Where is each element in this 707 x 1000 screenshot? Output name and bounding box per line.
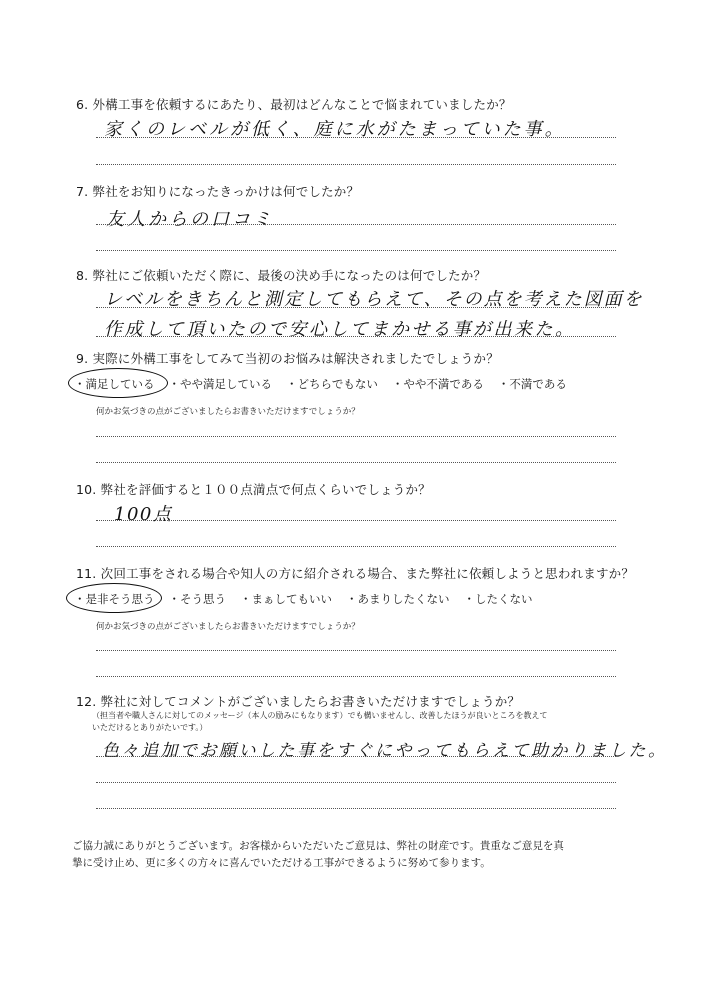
q12-answer-line-1 <box>96 756 616 757</box>
q7-handwritten-answer: 友人からの口コミ <box>106 209 274 230</box>
q8-question: 8. 弊社にご依頼いただく際に、最後の決め手になったのは何でしたか？ <box>76 268 487 283</box>
q9-comment-line-1 <box>96 436 616 437</box>
q7-question: 7. 弊社をお知りになったきっかけは何でしたか？ <box>76 184 360 199</box>
closing-line-1: ご協力誠にありがとうございます。お客様からいただいたご意見は、弊社の財産です。貴重なご意見を真 <box>72 840 564 852</box>
q7-answer-line-2 <box>96 250 616 251</box>
q9-comment-line-2 <box>96 462 616 463</box>
q9-option-5[interactable]: ・不満である <box>497 377 567 391</box>
q9-option-3[interactable]: ・どちらでもない <box>286 377 378 391</box>
q8-handwritten-answer-line2: 作成して頂いたので安心してまかせる事が出来た。 <box>104 319 576 340</box>
q12-handwritten-answer: 色々追加でお願いした事をすぐにやってもらえて助かりました。 <box>102 741 668 761</box>
q10-question: 10. 弊社を評価すると１００点満点で何点くらいでしょうか？ <box>76 482 431 497</box>
q11-comment-line-1 <box>96 650 616 651</box>
q6-answer-line-1 <box>96 137 616 138</box>
q11-question: 11. 次回工事をされる場合や知人の方に紹介される場合、また弊社に依頼しようと思われますか？ <box>76 566 635 581</box>
q6-handwritten-answer: 家くのレベルが低く、庭に水がたまっていた事。 <box>104 119 566 140</box>
q8-handwritten-answer-line1: レベルをきちんと測定してもらえて、その点を考えた図面を <box>104 289 644 310</box>
q11-selected-circle <box>66 583 162 613</box>
q10-answer-line-2 <box>96 546 616 547</box>
q6-question: 6. 外構工事を依頼するにあたり、最初はどんなことで悩まれていましたか？ <box>76 97 512 112</box>
q12-note-line2: いただけるとありがたいです。） <box>92 723 208 732</box>
q11-option-1[interactable]: ・是非そう思う <box>74 592 155 606</box>
q12-answer-line-2 <box>96 782 616 783</box>
q11-option-4[interactable]: ・あまりしたくない <box>346 592 450 606</box>
q11-followup-prompt: 何かお気づきの点がございましたらお書きいただけますでしょうか？ <box>96 622 360 632</box>
q10-answer-line-1 <box>96 520 616 521</box>
q11-option-3[interactable]: ・まぁしてもいい <box>240 592 332 606</box>
q9-question: 9. 実際に外構工事をしてみて当初のお悩みは解決されましたでしょうか？ <box>76 351 499 366</box>
q12-answer-line-3 <box>96 808 616 809</box>
q8-answer-line-1 <box>96 307 616 308</box>
q11-option-5[interactable]: ・したくない <box>463 592 533 606</box>
closing-line-2: 摯に受け止め、更に多くの方々に喜んでいただける工事ができるように努めて参ります。 <box>72 857 491 869</box>
q12-question: 12. 弊社に対してコメントがございましたらお書きいただけますでしょうか？ <box>76 694 521 709</box>
q9-option-4[interactable]: ・やや不満である <box>391 377 484 391</box>
q11-option-2[interactable]: ・そう思う <box>168 592 226 606</box>
q9-followup-prompt: 何かお気づきの点がございましたらお書きいただけますでしょうか？ <box>96 407 360 417</box>
q7-answer-line-1 <box>96 224 616 225</box>
q10-handwritten-answer: 100点 <box>114 504 173 525</box>
q11-comment-line-2 <box>96 676 616 677</box>
closing-message <box>72 838 632 872</box>
q8-answer-line-2 <box>96 336 616 337</box>
q9-option-1[interactable]: ・満足している <box>74 377 155 391</box>
q9-selected-circle <box>68 368 168 398</box>
q6-answer-line-2 <box>96 164 616 165</box>
q12-note-line1: （担当者や職人さんに対してのメッセージ（本人の励みにもなります）でも構いませんし、改善したほうが良いところを教えて <box>92 711 548 720</box>
q9-option-2[interactable]: ・やや満足している <box>168 377 272 391</box>
